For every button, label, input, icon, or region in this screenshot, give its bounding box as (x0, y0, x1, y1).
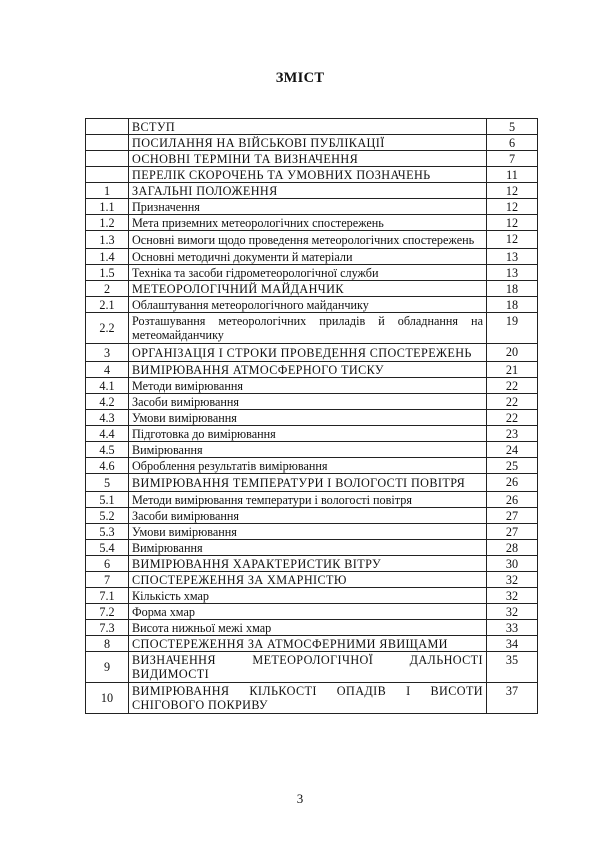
page-number: 3 (296, 791, 304, 806)
toc-section-title: Розташування метеорологічних приладів й обладнання на метеомайданчику (129, 313, 487, 344)
toc-section-title: Вимірювання (129, 442, 487, 458)
toc-section-number: 7.1 (86, 588, 129, 604)
toc-page-number: 24 (487, 442, 538, 458)
toc-row (86, 588, 538, 604)
toc-row (86, 683, 538, 714)
toc-section-number: 3 (86, 344, 129, 362)
toc-row (86, 524, 538, 540)
toc-page-number: 32 (487, 588, 538, 604)
toc-row (86, 620, 538, 636)
toc-section-number: 1.4 (86, 249, 129, 265)
toc-section-title: Мета приземних метеорологічних спостережень (129, 215, 487, 231)
toc-section-number: 5.2 (86, 508, 129, 524)
toc-section-title: МЕТЕОРОЛОГІЧНИЙ МАЙДАНЧИК (129, 281, 487, 297)
toc-row (86, 151, 538, 167)
toc-page-number: 19 (487, 313, 538, 344)
toc-section-number: 7.3 (86, 620, 129, 636)
toc-section-title: ВИМІРЮВАННЯ АТМОСФЕРНОГО ТИСКУ (129, 362, 487, 378)
toc-section-title: Методи вимірювання (129, 378, 487, 394)
toc-page-number: 30 (487, 556, 538, 572)
toc-section-title: ВИМІРЮВАННЯ КІЛЬКОСТІ ОПАДІВ І ВИСОТИ СНІГОВОГО ПОКРИВУ (129, 683, 487, 714)
toc-section-number: 1.5 (86, 265, 129, 281)
toc-page-number: 32 (487, 572, 538, 588)
toc-section-title: Методи вимірювання температури і вологості повітря (129, 492, 487, 508)
toc-section-number: 7 (86, 572, 129, 588)
toc-row (86, 492, 538, 508)
toc-row (86, 474, 538, 492)
toc-row (86, 556, 538, 572)
toc-section-number: 4.2 (86, 394, 129, 410)
toc-section-number: 5.3 (86, 524, 129, 540)
toc-section-title: СПОСТЕРЕЖЕННЯ ЗА АТМОСФЕРНИМИ ЯВИЩАМИ (129, 636, 487, 652)
toc-section-number: 1.2 (86, 215, 129, 231)
toc-page-number: 28 (487, 540, 538, 556)
toc-section-title: Засоби вимірювання (129, 508, 487, 524)
toc-section-number: 4.3 (86, 410, 129, 426)
toc-page-number: 32 (487, 604, 538, 620)
page-title: ЗМІСТ (275, 70, 325, 86)
toc-section-number: 5.1 (86, 492, 129, 508)
toc-row (86, 426, 538, 442)
toc-section-title: ПОСИЛАННЯ НА ВІЙСЬКОВІ ПУБЛІКАЦІЇ (129, 135, 487, 151)
toc-row (86, 458, 538, 474)
toc-page-number: 33 (487, 620, 538, 636)
toc-section-title: ВСТУП (129, 119, 487, 135)
toc-row (86, 265, 538, 281)
toc-section-title: Засоби вимірювання (129, 394, 487, 410)
toc-row (86, 231, 538, 249)
toc-row (86, 508, 538, 524)
toc-row (86, 215, 538, 231)
toc-section-title: Основні методичні документи й матеріали (129, 249, 487, 265)
toc-section-title: Техніка та засоби гідрометеорологічної служби (129, 265, 487, 281)
toc-row (86, 249, 538, 265)
toc-page-number: 21 (487, 362, 538, 378)
toc-row (86, 297, 538, 313)
toc-page-number: 22 (487, 410, 538, 426)
toc-section-title: ВИЗНАЧЕННЯ МЕТЕОРОЛОГІЧНОЇ ДАЛЬНОСТІ ВИДИМОСТІ (129, 652, 487, 683)
toc-section-number: 1.1 (86, 199, 129, 215)
toc-section-number: 6 (86, 556, 129, 572)
toc-page-number: 34 (487, 636, 538, 652)
toc-page-number: 23 (487, 426, 538, 442)
toc-section-title: ВИМІРЮВАННЯ ТЕМПЕРАТУРИ І ВОЛОГОСТІ ПОВІТРЯ (129, 474, 487, 492)
toc-section-title: ОРГАНІЗАЦІЯ І СТРОКИ ПРОВЕДЕННЯ СПОСТЕРЕЖЕНЬ (129, 344, 487, 362)
toc-page-number: 13 (487, 265, 538, 281)
toc-page-number: 37 (487, 683, 538, 714)
toc-row (86, 344, 538, 362)
toc-section-title: ЗАГАЛЬНІ ПОЛОЖЕННЯ (129, 183, 487, 199)
toc-row (86, 119, 538, 135)
toc-page-number: 12 (487, 183, 538, 199)
toc-section-number: 4 (86, 362, 129, 378)
toc-page-number: 25 (487, 458, 538, 474)
toc-section-number (86, 135, 129, 151)
toc-row (86, 281, 538, 297)
toc-section-title: Умови вимірювання (129, 524, 487, 540)
toc-page-number: 6 (487, 135, 538, 151)
toc-section-number: 5.4 (86, 540, 129, 556)
toc-row (86, 394, 538, 410)
toc-page-number: 12 (487, 199, 538, 215)
toc-page-number: 12 (487, 231, 538, 249)
toc-section-number: 8 (86, 636, 129, 652)
toc-section-title: Підготовка до вимірювання (129, 426, 487, 442)
toc-page-number: 27 (487, 524, 538, 540)
toc-row (86, 636, 538, 652)
toc-page-number: 26 (487, 492, 538, 508)
toc-section-number: 4.5 (86, 442, 129, 458)
toc-section-number: 1 (86, 183, 129, 199)
table-of-contents (85, 118, 538, 714)
toc-section-number: 2 (86, 281, 129, 297)
toc-row (86, 540, 538, 556)
toc-row (86, 604, 538, 620)
toc-section-number: 2.2 (86, 313, 129, 344)
toc-section-number: 1.3 (86, 231, 129, 249)
toc-row (86, 135, 538, 151)
toc-page-number: 18 (487, 281, 538, 297)
toc-section-number: 10 (86, 683, 129, 714)
toc-section-title: ВИМІРЮВАННЯ ХАРАКТЕРИСТИК ВІТРУ (129, 556, 487, 572)
toc-row (86, 378, 538, 394)
toc-section-number: 2.1 (86, 297, 129, 313)
toc-section-number: 4.6 (86, 458, 129, 474)
toc-row (86, 362, 538, 378)
toc-section-title: ПЕРЕЛІК СКОРОЧЕНЬ ТА УМОВНИХ ПОЗНАЧЕНЬ (129, 167, 487, 183)
toc-section-title: Форма хмар (129, 604, 487, 620)
toc-section-title: Кількість хмар (129, 588, 487, 604)
toc-row (86, 199, 538, 215)
toc-row (86, 442, 538, 458)
toc-section-number: 9 (86, 652, 129, 683)
toc-section-title: Вимірювання (129, 540, 487, 556)
toc-section-title: СПОСТЕРЕЖЕННЯ ЗА ХМАРНІСТЮ (129, 572, 487, 588)
toc-page-number: 7 (487, 151, 538, 167)
toc-section-number: 7.2 (86, 604, 129, 620)
toc-row (86, 410, 538, 426)
toc-page-number: 13 (487, 249, 538, 265)
toc-section-number: 4.4 (86, 426, 129, 442)
toc-page-number: 18 (487, 297, 538, 313)
toc-page-number: 20 (487, 344, 538, 362)
toc-section-title: Висота нижньої межі хмар (129, 620, 487, 636)
toc-section-number: 4.1 (86, 378, 129, 394)
toc-section-number: 5 (86, 474, 129, 492)
toc-page-number: 26 (487, 474, 538, 492)
toc-section-number (86, 119, 129, 135)
toc-page-number: 27 (487, 508, 538, 524)
toc-page-number: 22 (487, 378, 538, 394)
toc-section-title: Умови вимірювання (129, 410, 487, 426)
toc-page-number: 5 (487, 119, 538, 135)
toc-section-title: Призначення (129, 199, 487, 215)
toc-section-number (86, 167, 129, 183)
toc-row (86, 183, 538, 199)
toc-section-number (86, 151, 129, 167)
toc-page-number: 22 (487, 394, 538, 410)
toc-section-title: Оброблення результатів вимірювання (129, 458, 487, 474)
toc-page-number: 35 (487, 652, 538, 683)
toc-section-title: Основні вимоги щодо проведення метеорологічних спостережень (129, 231, 487, 249)
toc-row (86, 572, 538, 588)
toc-body (86, 119, 538, 714)
toc-row (86, 313, 538, 344)
toc-page-number: 12 (487, 215, 538, 231)
toc-page-number: 11 (487, 167, 538, 183)
toc-row (86, 167, 538, 183)
toc-section-title: Облаштування метеорологічного майданчику (129, 297, 487, 313)
toc-section-title: ОСНОВНІ ТЕРМІНИ ТА ВИЗНАЧЕННЯ (129, 151, 487, 167)
toc-row (86, 652, 538, 683)
